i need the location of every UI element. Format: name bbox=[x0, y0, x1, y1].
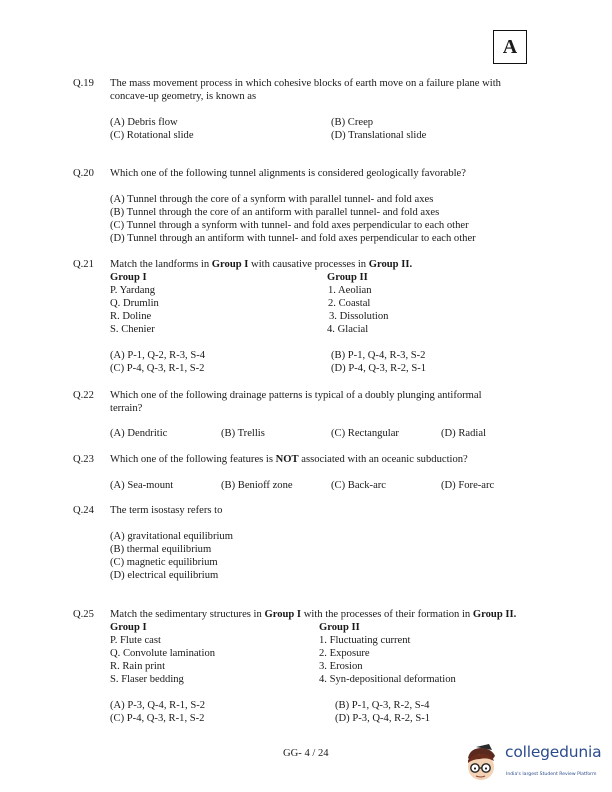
text-part: associated with an oceanic subduction? bbox=[298, 454, 468, 465]
question-number: Q.20 bbox=[73, 168, 94, 179]
question-number: Q.23 bbox=[73, 454, 94, 465]
group-1-ref: Group I bbox=[264, 609, 302, 620]
text-part: Which one of the following features is bbox=[110, 454, 276, 465]
option-b: (B) Benioff zone bbox=[221, 480, 293, 491]
question-text-line: The mass movement process in which cohesive blocks of earth move on a failure plane with bbox=[110, 78, 501, 89]
question-text bbox=[110, 77, 550, 103]
question-text bbox=[110, 608, 580, 621]
group-1-item: S. Chenier bbox=[110, 324, 155, 335]
group-2-item: 4. Glacial bbox=[327, 324, 369, 335]
collegedunia-watermark bbox=[462, 744, 602, 784]
option-c: (C) magnetic equilibrium bbox=[110, 557, 218, 568]
group-1-item: R. Doline bbox=[110, 311, 152, 322]
option-c: (C) P-4, Q-3, R-1, S-2 bbox=[110, 363, 205, 374]
group-2-header: Group II bbox=[327, 272, 368, 283]
option-d: (D) electrical equilibrium bbox=[110, 570, 219, 581]
emphasis-not: NOT bbox=[275, 454, 299, 465]
option-a: (A) Tunnel through the core of a synform with parallel tunnel- and fold axes bbox=[110, 194, 434, 205]
brand-name: collegedunia bbox=[505, 743, 602, 761]
option-d: (D) P-3, Q-4, R-2, S-1 bbox=[335, 713, 431, 724]
group-1-header: Group I bbox=[110, 272, 147, 283]
option-a: (A) Debris flow bbox=[110, 117, 178, 128]
group-2-item: 3. Erosion bbox=[319, 661, 363, 672]
group-2-item: 1. Fluctuating current bbox=[319, 635, 411, 646]
question-text bbox=[110, 453, 550, 466]
text-part: with the processes of their formation in bbox=[301, 609, 473, 620]
group-1-item: P. Flute cast bbox=[110, 635, 161, 646]
group-1-item: Q. Drumlin bbox=[110, 298, 159, 309]
option-d: (D) Translational slide bbox=[331, 130, 427, 141]
option-d: (D) Fore-arc bbox=[441, 480, 495, 491]
option-b: (B) P-1, Q-3, R-2, S-4 bbox=[335, 700, 430, 711]
group-2-item: 4. Syn-depositional deformation bbox=[319, 674, 456, 685]
group-1-item: Q. Convolute lamination bbox=[110, 648, 216, 659]
option-b: (B) Creep bbox=[331, 117, 374, 128]
mascot-icon bbox=[462, 744, 502, 784]
question-text: Which one of the following tunnel alignments is considered geologically favorable? bbox=[110, 168, 466, 179]
option-c: (C) P-4, Q-3, R-1, S-2 bbox=[110, 713, 205, 724]
question-number: Q.25 bbox=[73, 609, 94, 620]
option-b: (B) thermal equilibrium bbox=[110, 544, 212, 555]
text-part: Match the sedimentary structures in bbox=[110, 609, 265, 620]
option-b: (B) Trellis bbox=[221, 428, 265, 439]
text-part: with causative processes in bbox=[248, 259, 369, 270]
group-1-header: Group I bbox=[110, 622, 147, 633]
page-number: GG- 4 / 24 bbox=[283, 748, 329, 759]
group-2-item: 3. Dissolution bbox=[329, 311, 389, 322]
option-a: (A) P-1, Q-2, R-3, S-4 bbox=[110, 350, 206, 361]
group-2-item: 2. Exposure bbox=[319, 648, 370, 659]
group-1-item: S. Flaser bedding bbox=[110, 674, 184, 685]
option-a: (A) Sea-mount bbox=[110, 480, 174, 491]
option-a: (A) P-3, Q-4, R-1, S-2 bbox=[110, 700, 206, 711]
question-number: Q.24 bbox=[73, 505, 94, 516]
question-text-line: concave-up geometry, is known as bbox=[110, 91, 257, 102]
group-1-item: R. Rain print bbox=[110, 661, 166, 672]
brand-tagline: India's largest Student Review Platform bbox=[506, 772, 597, 777]
option-c: (C) Rotational slide bbox=[110, 130, 194, 141]
group-2-item: 1. Aeolian bbox=[328, 285, 372, 296]
group-2-ref: Group II. bbox=[368, 259, 413, 270]
group-2-header: Group II bbox=[319, 622, 360, 633]
question-text bbox=[110, 258, 550, 271]
option-c: (C) Tunnel through a synform with tunnel- and fold axes perpendicular to each other bbox=[110, 220, 469, 231]
option-d: (D) P-4, Q-3, R-2, S-1 bbox=[331, 363, 427, 374]
option-a: (A) gravitational equilibrium bbox=[110, 531, 233, 542]
question-text-line: terrain? bbox=[110, 403, 143, 414]
question-text-line: Which one of the following drainage patterns is typical of a doubly plunging antiformal bbox=[110, 390, 482, 401]
question-text bbox=[110, 389, 550, 415]
text-part: Match the landforms in bbox=[110, 259, 212, 270]
question-text: The term isostasy refers to bbox=[110, 505, 223, 516]
option-b: (B) P-1, Q-4, R-3, S-2 bbox=[331, 350, 426, 361]
group-2-ref: Group II. bbox=[472, 609, 517, 620]
option-c: (C) Rectangular bbox=[331, 428, 399, 439]
group-1-item: P. Yardang bbox=[110, 285, 156, 296]
option-d: (D) Tunnel through an antiform with tunnel- and fold axes perpendicular to each other bbox=[110, 233, 476, 244]
group-2-item: 2. Coastal bbox=[328, 298, 371, 309]
set-letter: A bbox=[502, 35, 518, 58]
option-c: (C) Back-arc bbox=[331, 480, 386, 491]
option-a: (A) Dendritic bbox=[110, 428, 168, 439]
question-number: Q.19 bbox=[73, 78, 94, 89]
option-d: (D) Radial bbox=[441, 428, 487, 439]
question-number: Q.22 bbox=[73, 390, 94, 401]
option-b: (B) Tunnel through the core of an antiform with parallel tunnel- and fold axes bbox=[110, 207, 440, 218]
question-number: Q.21 bbox=[73, 259, 94, 270]
group-1-ref: Group I bbox=[211, 259, 249, 270]
paper-set-label bbox=[493, 30, 527, 64]
